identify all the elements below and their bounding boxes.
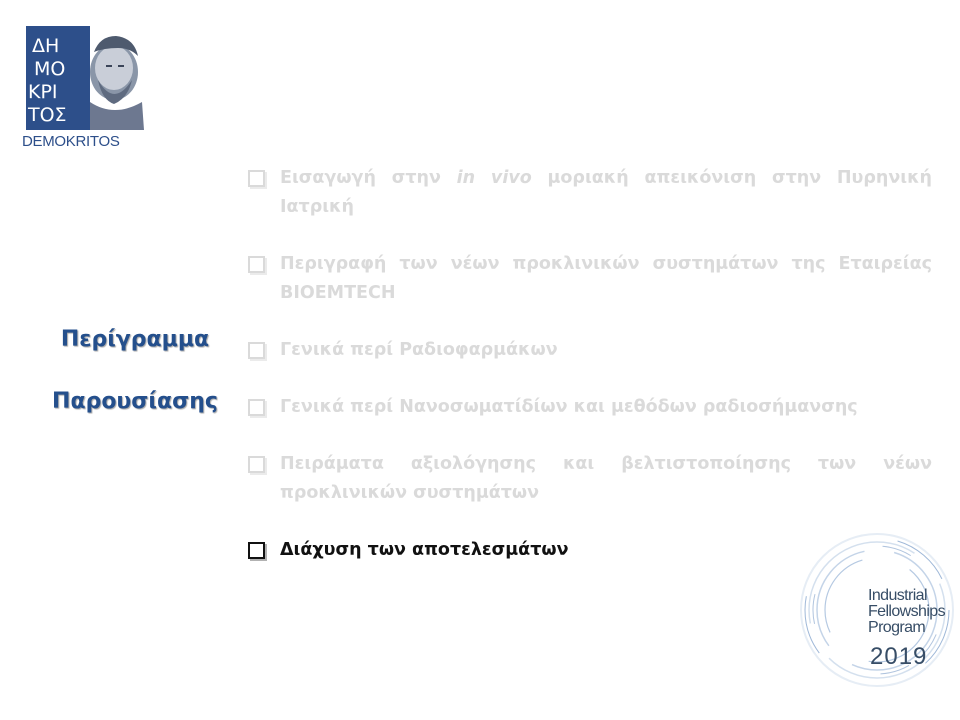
outline-item-4 — [248, 393, 932, 422]
outline-item-text: Περιγραφή των νέων προκλινικών συστημάτων της Εταιρείας BIOEMTECH — [280, 254, 932, 303]
logo-letters-line1: ΔΗ — [32, 35, 60, 57]
checkbox-icon — [248, 342, 265, 359]
side-title-line1: Περίγραμμα — [60, 327, 210, 352]
fellowships-year: 2019 — [870, 643, 928, 670]
fellowships-line1: Industrial — [868, 587, 927, 604]
outline-item-text: Πειράματα αξιολόγησης και βελτιστοποίησης των νέων προκλινικών συστημάτων — [280, 454, 932, 503]
logo-name: DEMOKRITOS — [22, 133, 120, 150]
outline-item-text-rest: μοριακή απεικόνιση στην Πυρηνική Ιατρική — [280, 168, 932, 217]
outline-item-text: Εισαγωγή στην — [280, 168, 457, 188]
logo-letters-line3: ΚΡΙ — [28, 81, 58, 103]
fellowships-line3: Program — [868, 619, 926, 636]
checkbox-icon — [248, 542, 265, 559]
outline-item-1 — [248, 164, 932, 222]
outline-item-3 — [248, 336, 932, 365]
side-title-line2: Παρουσίασης — [52, 389, 218, 414]
checkbox-icon — [248, 170, 265, 187]
outline-item-2 — [248, 250, 932, 308]
logo-letters-line2: ΜΟ — [34, 58, 66, 80]
outline-item-5 — [248, 450, 932, 508]
checkbox-icon — [248, 456, 265, 473]
outline-item-text: Γενικά περί Ραδιοφαρμάκων — [280, 340, 558, 360]
presentation-outline — [248, 164, 932, 565]
fellowships-line2: Fellowships — [868, 603, 945, 620]
logo-letters — [22, 22, 92, 134]
fellowships-program-label — [868, 588, 945, 636]
checkbox-icon — [248, 399, 265, 416]
outline-item-emphasis: in vivo — [456, 168, 532, 188]
outline-item-text: Γενικά περί Νανοσωματίδίων και μεθόδων ραδιοσήμανσης — [280, 397, 858, 417]
logo-letters-line4: ΤΟΣ — [28, 104, 67, 126]
outline-item-text: Διάχυση των αποτελεσμάτων — [280, 540, 569, 560]
checkbox-icon — [248, 256, 265, 273]
